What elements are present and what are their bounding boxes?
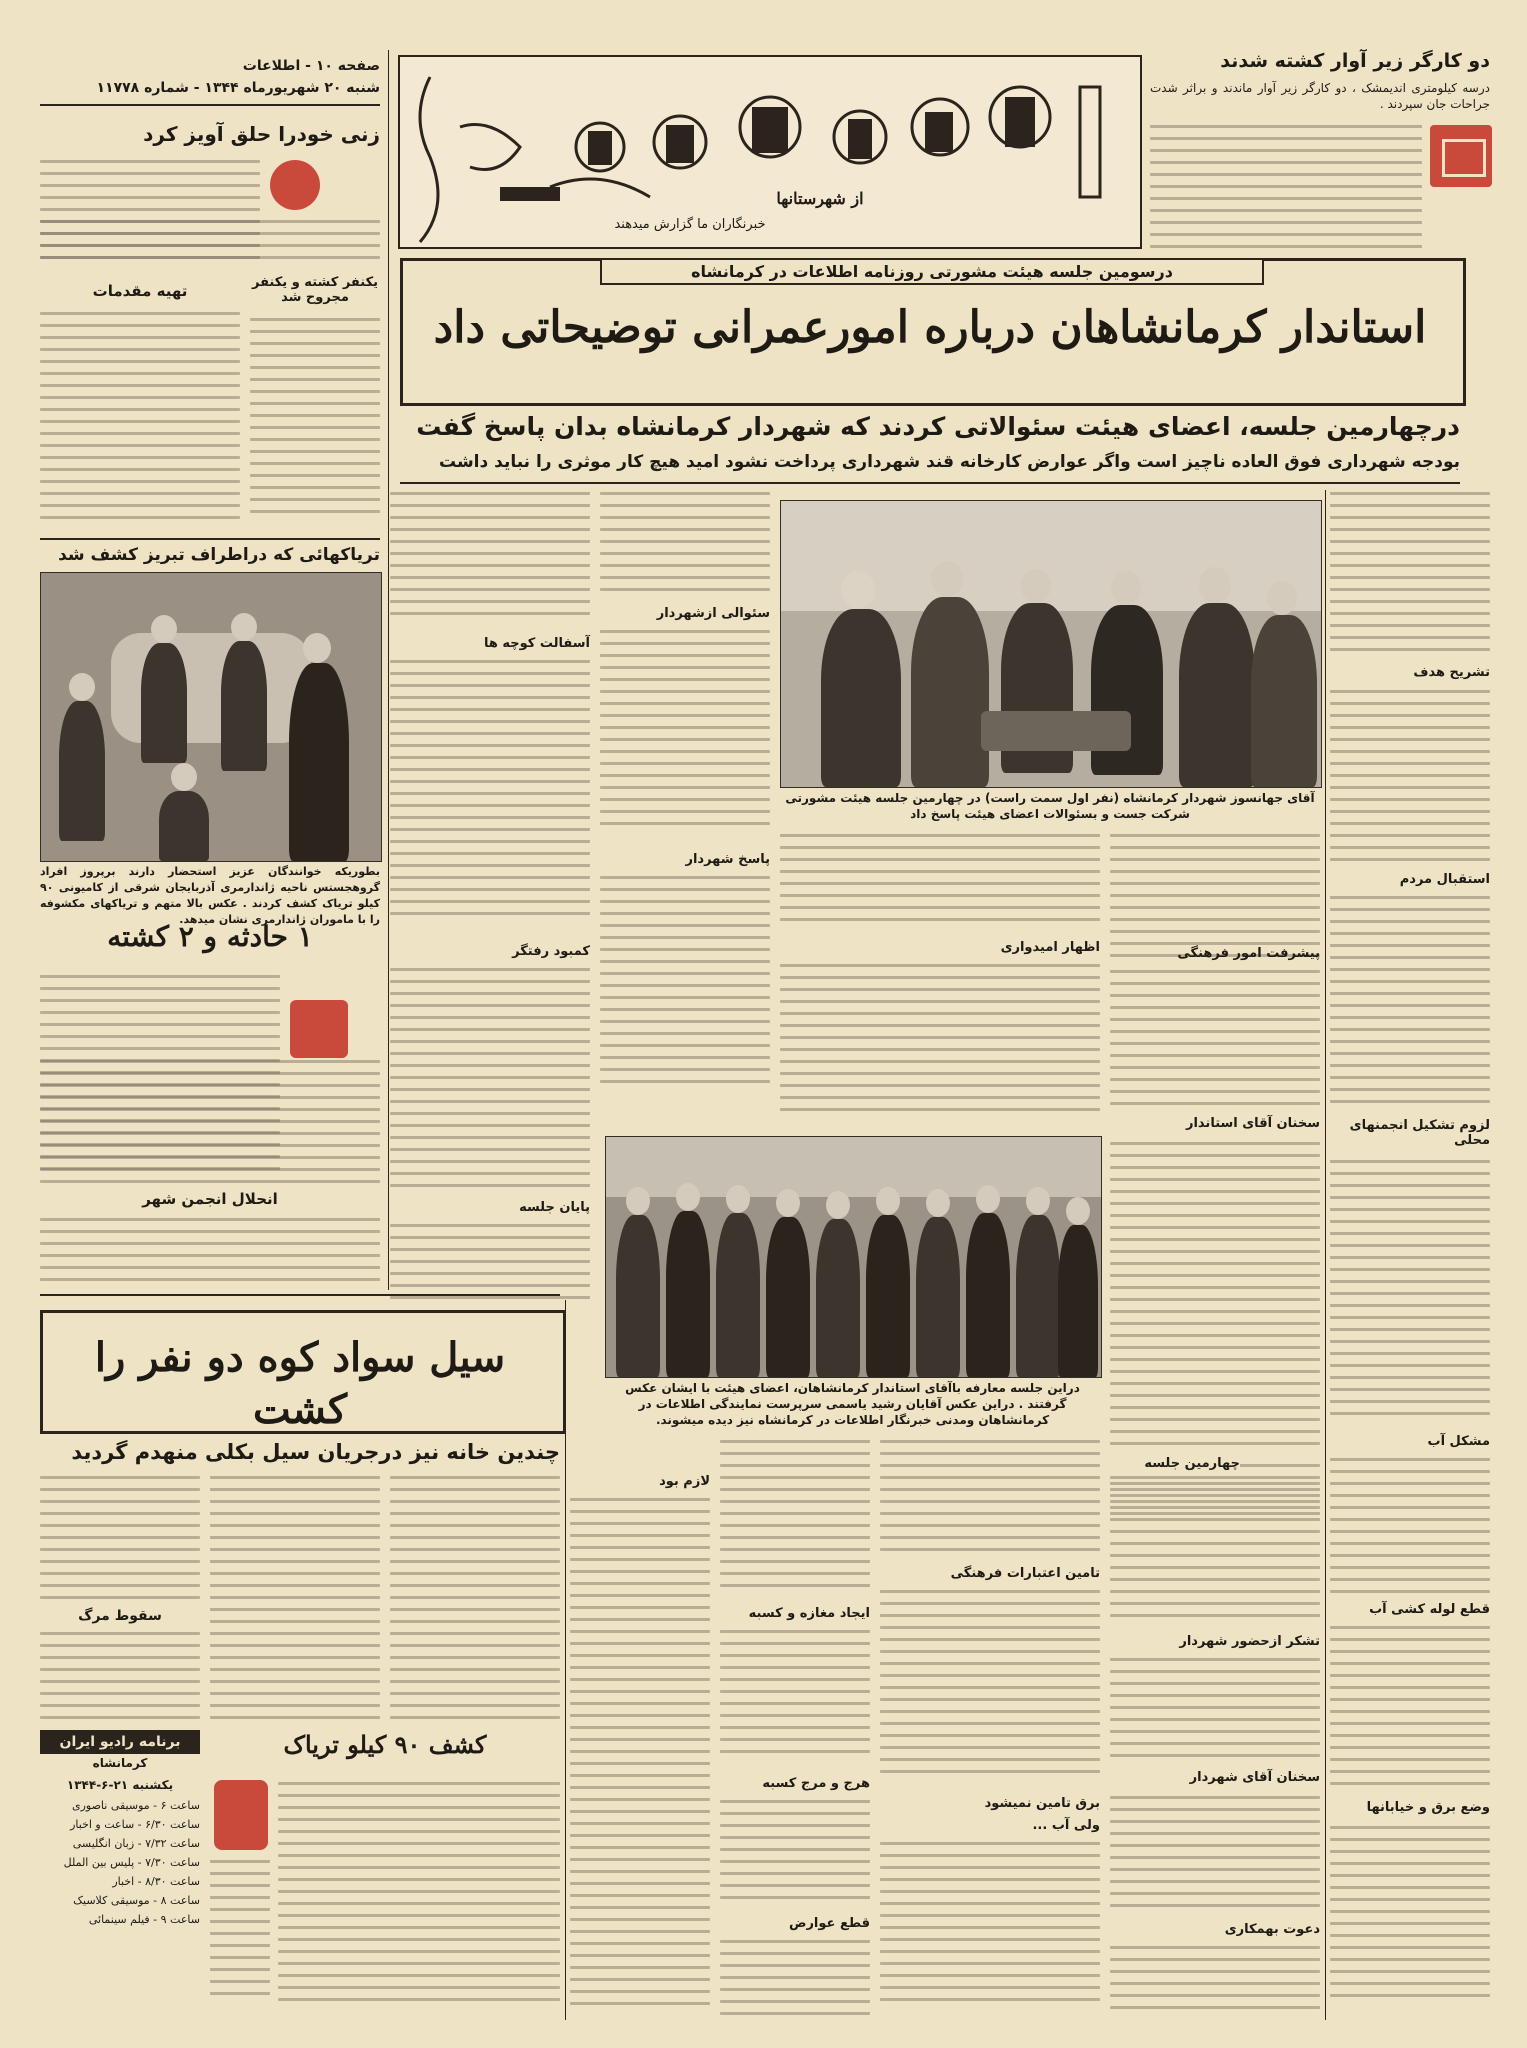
radio-day: یکشنبه ۲۱-۶-۱۳۴۴ <box>66 1778 174 1792</box>
flood-body-2 <box>40 1632 200 1722</box>
lower-col-e-body-4 <box>720 1940 870 2020</box>
center-col-a-body-2 <box>600 876 770 1096</box>
right-sub-power-streets: وضع برق و خیابانها <box>1366 1800 1490 1815</box>
lower-col-d-body-2 <box>880 1590 1100 1790</box>
section-title: از شهرستانها <box>776 189 864 208</box>
left-headline-opium: تریاکهائی که دراطراف تبریز کشف شد <box>58 545 380 565</box>
radio-item: ساعت ۸ - موسیقی کلاسیک <box>73 1894 200 1907</box>
sub-thanks-mayor: تشکر ازحضور شهردار <box>1179 1634 1320 1649</box>
lower-col-e-body <box>720 1440 870 1600</box>
sub-fall-death: سقوط مرگ <box>78 1608 162 1624</box>
main-kicker: درسومین جلسه هیئت مشورتی روزنامه اطلاعات در کرمانشاه <box>600 258 1264 285</box>
lower-col-d-body <box>880 1440 1100 1560</box>
center-col-a-body <box>600 630 770 830</box>
sub-end-session: پایان جلسه <box>519 1200 590 1215</box>
sub-shops: ایجاد مغازه و کسبه <box>748 1606 870 1621</box>
radio-item: ساعت ۷/۳۰ - پلیس بین الملل <box>63 1856 200 1869</box>
lower-col-e-body-3 <box>720 1800 870 1910</box>
right-welcome-body <box>1330 896 1490 1116</box>
opium-photo-caption: بطوریکه خوانندگان عزیز استحضار دارند برپروز افراد گروهجستس ناحیه ژاندارمری آذربایجان شرقی از کامیونی ۹۰ کیلو تریاک کشف کردند . عکس بالا متهم و تریاکهای مکشوفه را با ماموران ژاندارمری نشان میدهد. <box>40 865 380 926</box>
center-mid-body-5 <box>1110 1142 1320 1462</box>
right-sub-water-problem: مشکل آب <box>1427 1434 1490 1449</box>
left-headline-preparations: تهیه مقدمات <box>92 282 188 300</box>
photo-opium-seizure <box>40 572 382 862</box>
opium-90kg-headline: کشف ۹۰ کیلو تریاک <box>283 1730 487 1759</box>
left-headline-council: انحلال انجمن شهر <box>142 1190 278 1208</box>
sub-hope: اظهار امیدواری <box>1000 940 1100 955</box>
sub-no-electricity: برق تامین نمیشود <box>984 1796 1100 1811</box>
radio-title: برنامه رادیو ایران <box>40 1730 200 1754</box>
radio-item: ساعت ۶/۳۰ - ساعت و اخبار <box>70 1818 200 1831</box>
radio-item: ساعت ۹ - فیلم سینمائی <box>88 1913 200 1926</box>
right-sub-welcome: استقبال مردم <box>1399 872 1490 887</box>
left-headline-woman: زنی خودرا حلق آویز کرد <box>143 122 380 146</box>
main-subheadline-2: بودجه شهرداری فوق العاده ناچیز است واگر عوارض کارخانه قند شهرداری پرداخت نشود امید هیچ کار موثری را نباید داشت <box>438 452 1460 472</box>
sub-cut-fees: قطع عوارض <box>788 1916 870 1931</box>
sub-but-water: ولی آب ... <box>1032 1818 1100 1833</box>
lower-col-c-body-2 <box>1110 1658 1320 1768</box>
photo1-caption: آقای جهانسوز شهردار کرمانشاه (نفر اول سمت راست) در چهارمین جلسه هیئت مشورتی شرکت جست و بسئوالات اعضای هیئت پاسخ داد <box>785 791 1315 821</box>
center-col-a-top <box>600 492 770 602</box>
lower-col-c-body <box>1110 1482 1320 1632</box>
right-intro-body <box>1330 492 1490 662</box>
left-preparations-body <box>40 312 240 532</box>
left-council-body <box>40 1218 380 1288</box>
sub-question-mayor: سئوالی ازشهردار <box>656 606 770 621</box>
center-col-b-body <box>390 660 590 920</box>
lower-col-c-body-4 <box>1110 1946 1320 2016</box>
center-mid-body-4 <box>780 964 1100 1124</box>
photo2-caption: دراین جلسه معارفه باآقای استاندار کرمانشاهان، اعضای هیئت با ایشان عکس گرفتند . دراین عکس آقایان رشید یاسمی سرپرست نمایندگی اطلاعات در کرمانشاهان ومدنی خبرنگار اطلاعات در کرمانشاه نیز دیده میشوند. <box>625 1381 1080 1427</box>
main-subheadline-1: درچهارمین جلسه، اعضای هیئت سئوالاتی کردند که شهردار کرمانشاه بدان پاسخ گفت <box>416 412 1460 441</box>
lower-col-f-body <box>570 1498 710 2018</box>
sub-answer-mayor: پاسخ شهردار <box>685 852 770 867</box>
radio-schedule-box <box>40 1730 200 2020</box>
right-water-body <box>1330 1458 1490 1598</box>
sub-fourth-session: چهارمین جلسه <box>1110 1456 1240 1471</box>
flood-body-4 <box>390 1476 560 1726</box>
sub-was-necessary: لازم بود <box>659 1474 710 1489</box>
center-col-b-top <box>390 492 590 632</box>
sub-governor-speech: سخنان آقای استاندار <box>1185 1116 1320 1131</box>
left-headline-killed: یکنفر کشته و یکنفر مجروح شد <box>251 275 379 305</box>
flood-subheadline: چندین خانه نیز درجریان سیل بکلی منهدم گردید <box>71 1440 560 1464</box>
reporter-emblem-icon <box>214 1780 268 1850</box>
flood-body-1 <box>40 1476 200 1606</box>
ettelaat-logo <box>1430 125 1492 187</box>
center-mid-body-2 <box>1110 970 1320 1120</box>
right-purpose-body <box>1330 690 1490 870</box>
sub-asphalt: آسفالت کوچه ها <box>483 636 590 651</box>
right-piping-body <box>1330 1626 1490 1796</box>
right-councils-body <box>1330 1160 1490 1430</box>
photo-group-governor <box>605 1136 1102 1378</box>
sub-mayor-speech: سخنان آقای شهردار <box>1189 1770 1320 1785</box>
right-lead: درسه کیلومتری اندیمشک ، دو کارگر زیر آوار ماندند و براثر شدت جراحات جان سپردند . <box>1150 81 1490 111</box>
lower-col-c-body-3 <box>1110 1796 1320 1916</box>
left-headline-accident: ۱ حادثه و ۲ کشته <box>107 920 313 953</box>
radio-item: ساعت ۶ - موسیقی ناصوری <box>71 1799 200 1812</box>
sub-cultural-credits: تامین اعتبارات فرهنگی <box>950 1566 1100 1581</box>
section-subtitle: خبرنگاران ما گزارش میدهند <box>614 217 766 232</box>
news-emblem-icon <box>270 160 320 210</box>
right-headline-workers: دو کارگر زیر آوار کشته شدند <box>1220 50 1490 72</box>
center-mid-body-3 <box>780 834 1100 934</box>
left-accident-body-2 <box>40 1060 380 1190</box>
right-sub-purpose: تشریح هدف <box>1413 665 1490 680</box>
left-woman-body-2 <box>40 220 380 270</box>
page-label: صفحه ۱۰ - اطلاعات <box>242 58 380 74</box>
issue-line: شنبه ۲۰ شهریورماه ۱۳۴۴ - شماره ۱۱۷۷۸ <box>96 80 380 96</box>
sub-sweepers: کمبود رفتگر <box>512 944 590 959</box>
center-col-b-body-3 <box>390 1224 590 1304</box>
lower-col-e-body-2 <box>720 1630 870 1770</box>
opium-90kg-body <box>278 1782 560 2012</box>
sub-chaos: هرج و مرج کسبه <box>762 1776 870 1791</box>
right-sub-piping: قطع لوله کشی آب <box>1369 1602 1490 1617</box>
right-workers-body <box>1150 125 1422 265</box>
right-sub-local-councils: لزوم تشکیل انجمنهای محلی <box>1349 1118 1490 1148</box>
red-stamp-icon <box>290 1000 348 1058</box>
flood-headline: سیل سواد کوه دو نفر را کشت <box>94 1334 506 1433</box>
sub-invitation: دعوت بهمکاری <box>1224 1922 1320 1937</box>
radio-item: ساعت ۸/۳۰ - اخبار <box>112 1875 200 1888</box>
masthead-banner <box>398 55 1142 249</box>
sub-cultural-progress: پیشرفت امور فرهنگی <box>1177 946 1320 961</box>
center-mid-body-1 <box>1110 834 1320 964</box>
opium-90kg-body-2 <box>210 1860 270 2010</box>
right-power-body <box>1330 1826 1490 2016</box>
left-killed-body <box>250 318 380 528</box>
lower-col-d-body-3 <box>880 1842 1100 2012</box>
center-col-b-body-2 <box>390 968 590 1198</box>
main-headline: استاندار کرمانشاهان درباره امورعمرانی توضیحاتی داد <box>433 302 1427 353</box>
radio-city: کرمانشاه <box>92 1756 148 1770</box>
radio-item: ساعت ۷/۳۲ - زبان انگلیسی <box>72 1837 200 1850</box>
flood-body-3 <box>210 1476 380 1726</box>
photo-council-meeting <box>780 500 1322 788</box>
